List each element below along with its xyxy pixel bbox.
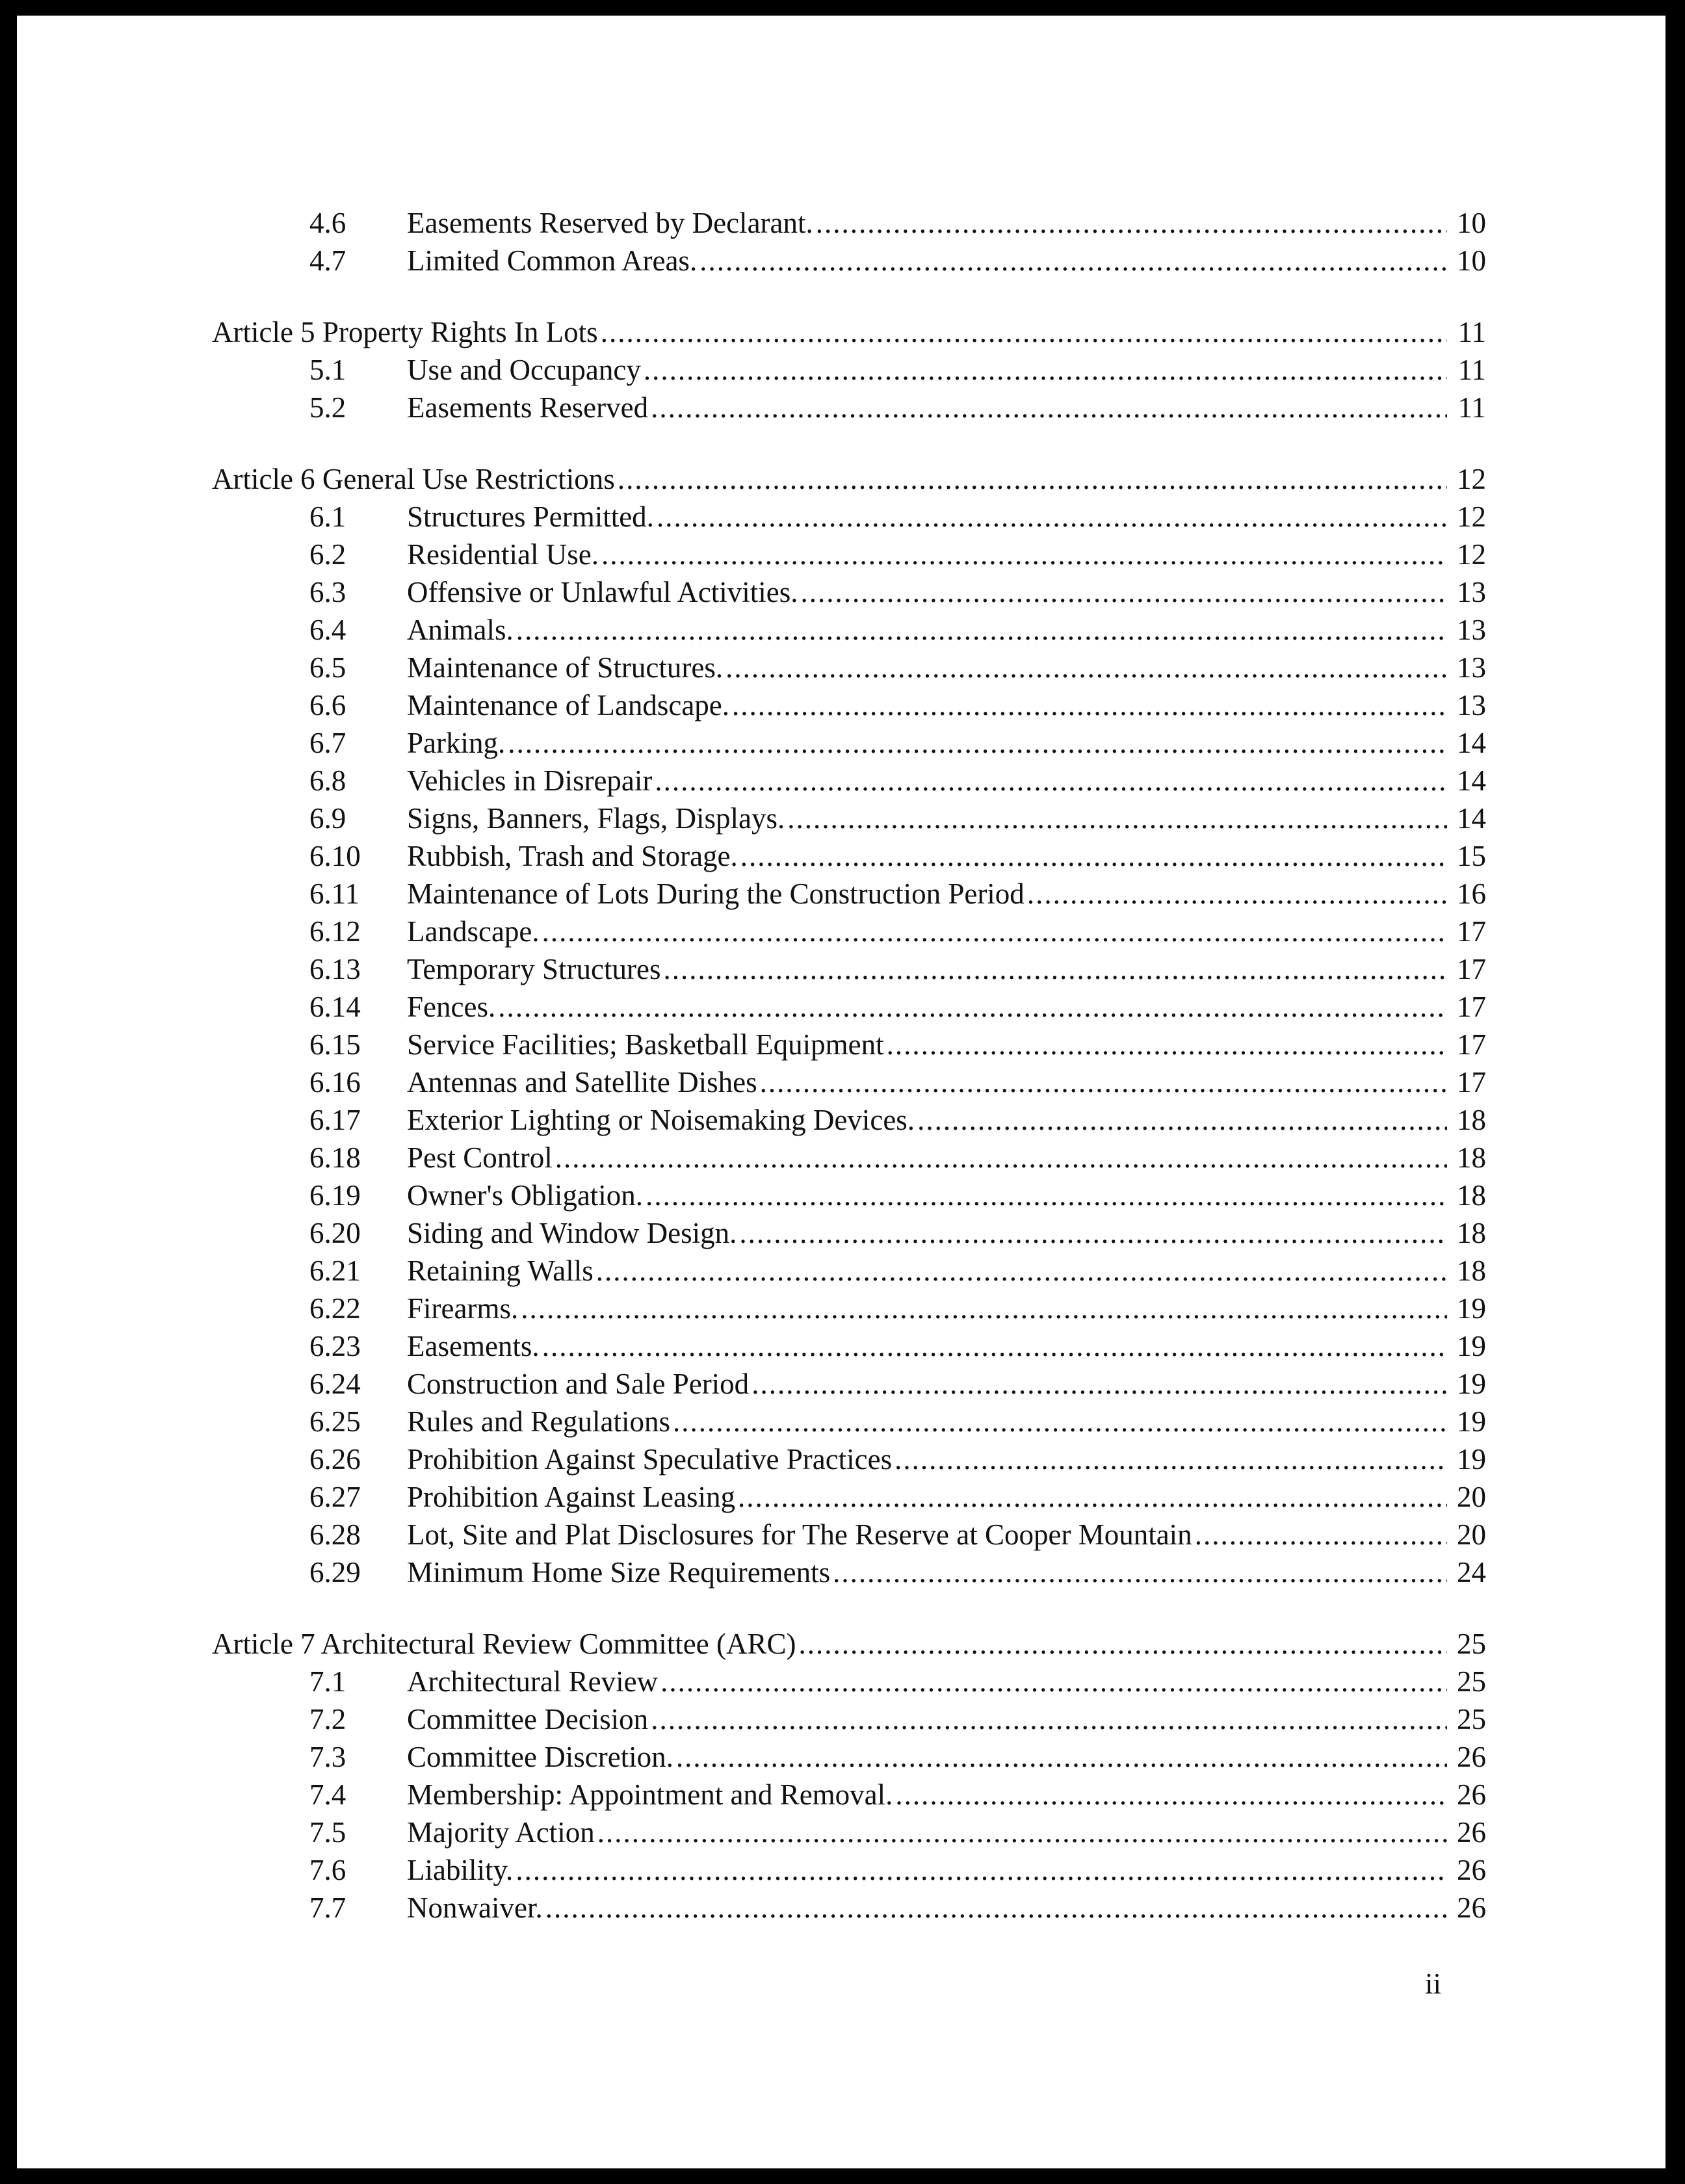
entry-page-number: 18 (1457, 1254, 1486, 1287)
dot-leader (618, 460, 1447, 498)
dot-leader (651, 389, 1447, 426)
dot-leader (738, 1478, 1447, 1516)
toc-section-entry (309, 950, 1486, 988)
toc-section-entry (309, 1365, 1486, 1403)
toc-section-entry (309, 1851, 1486, 1889)
entry-page-number: 20 (1457, 1481, 1486, 1513)
toc-section-entry (309, 1327, 1486, 1365)
entry-title: Prohibition Against Speculative Practices (407, 1443, 893, 1476)
dot-leader (555, 1139, 1447, 1176)
toc-section-entry (309, 204, 1486, 242)
entry-title: Architectural Review (407, 1665, 659, 1698)
entry-title: Nonwaiver. (407, 1892, 543, 1924)
dot-leader (657, 498, 1447, 536)
entry-title: Easements. (407, 1330, 540, 1362)
dot-leader (1195, 1516, 1447, 1554)
toc-section-entry (309, 988, 1486, 1026)
dot-leader (801, 573, 1447, 611)
section-number: 6.2 (309, 538, 346, 571)
section-number: 6.26 (309, 1443, 361, 1476)
entry-title: Limited Common Areas. (407, 244, 698, 277)
dot-leader (739, 1214, 1447, 1252)
entry-title: Rules and Regulations (407, 1405, 670, 1438)
entry-page-number: 18 (1457, 1104, 1486, 1136)
entry-title: Minimum Home Size Requirements (407, 1556, 831, 1589)
section-number: 6.14 (309, 991, 361, 1023)
dot-leader (542, 913, 1447, 950)
entry-page-number: 14 (1457, 764, 1486, 797)
page-number: ii (1425, 1968, 1442, 2000)
dot-leader (673, 1403, 1447, 1440)
toc-section-entry (309, 649, 1486, 686)
toc-section-entry (309, 242, 1486, 280)
toc-section-entry (309, 536, 1486, 573)
dot-leader (740, 837, 1447, 875)
section-number: 7.3 (309, 1741, 346, 1773)
section-number: 6.7 (309, 727, 346, 759)
entry-title: Committee Decision (407, 1703, 649, 1736)
section-number: 6.23 (309, 1330, 361, 1362)
entry-title: Construction and Sale Period (407, 1368, 750, 1400)
toc-section-entry (309, 913, 1486, 950)
entry-page-number: 13 (1457, 651, 1486, 684)
dot-leader (521, 1290, 1447, 1327)
entry-title: Temporary Structures (407, 953, 661, 985)
section-number: 6.27 (309, 1481, 361, 1513)
entry-title: Structures Permitted. (407, 500, 654, 533)
entry-title: Majority Action (407, 1816, 595, 1849)
section-number: 6.8 (309, 764, 346, 797)
entry-title: Article 5 Property Rights In Lots (212, 316, 598, 348)
section-number: 7.4 (309, 1778, 346, 1811)
toc-section-entry (309, 762, 1486, 800)
section-number: 6.18 (309, 1141, 361, 1174)
entry-page-number: 17 (1457, 915, 1486, 948)
entry-title: Prohibition Against Leasing (407, 1481, 735, 1513)
entry-page-number: 19 (1457, 1368, 1486, 1400)
entry-page-number: 26 (1457, 1892, 1486, 1924)
entry-page-number: 14 (1457, 727, 1486, 759)
section-number: 5.2 (309, 391, 346, 424)
entry-page-number: 25 (1457, 1703, 1486, 1736)
entry-page-number: 19 (1457, 1405, 1486, 1438)
section-number: 6.10 (309, 840, 361, 872)
toc-section-entry (309, 875, 1486, 913)
entry-page-number: 17 (1457, 991, 1486, 1023)
entry-title: Owner's Obligation. (407, 1179, 644, 1212)
section-number: 6.9 (309, 802, 346, 835)
entry-page-number: 12 (1457, 463, 1486, 495)
dot-leader (725, 649, 1447, 686)
dot-leader (732, 686, 1447, 724)
entry-page-number: 25 (1457, 1628, 1486, 1660)
entry-page-number: 15 (1457, 840, 1486, 872)
section-number: 6.21 (309, 1254, 361, 1287)
dot-leader (651, 1700, 1447, 1738)
toc-section-entry (309, 686, 1486, 724)
entry-page-number: 10 (1457, 244, 1486, 277)
dot-leader (644, 351, 1447, 389)
dot-leader (660, 1663, 1447, 1700)
dot-leader (751, 1365, 1447, 1403)
dot-leader (596, 1252, 1447, 1290)
toc-section-entry (309, 1214, 1486, 1252)
entry-page-number: 16 (1457, 878, 1486, 910)
section-number: 6.28 (309, 1518, 361, 1551)
toc-article-entry (212, 1625, 1486, 1663)
section-number: 7.6 (309, 1854, 346, 1886)
toc-section-entry (309, 498, 1486, 536)
entry-page-number: 18 (1457, 1179, 1486, 1212)
document-page (17, 16, 1665, 2168)
entry-title: Offensive or Unlawful Activities. (407, 576, 798, 608)
entry-page-number: 10 (1457, 207, 1486, 239)
section-number: 7.7 (309, 1892, 346, 1924)
toc-section-entry (309, 1814, 1486, 1851)
entry-title: Use and Occupancy (407, 354, 641, 386)
dot-leader (516, 611, 1447, 649)
entry-title: Signs, Banners, Flags, Displays. (407, 802, 785, 835)
toc-article-entry (212, 313, 1486, 351)
entry-page-number: 12 (1457, 538, 1486, 571)
entry-page-number: 25 (1457, 1665, 1486, 1698)
toc-section-entry (309, 1026, 1486, 1063)
dot-leader (655, 762, 1447, 800)
toc-section-entry (309, 1554, 1486, 1591)
section-number: 6.11 (309, 878, 360, 910)
entry-page-number: 17 (1457, 1066, 1486, 1098)
entry-page-number: 12 (1457, 500, 1486, 533)
section-number: 7.5 (309, 1816, 346, 1849)
toc-section-entry (309, 1700, 1486, 1738)
entry-page-number: 18 (1457, 1141, 1486, 1174)
section-number: 6.1 (309, 500, 346, 533)
entry-page-number: 26 (1457, 1778, 1486, 1811)
dot-leader (895, 1440, 1447, 1478)
entry-title: Membership: Appointment and Removal. (407, 1778, 893, 1811)
dot-leader (799, 1625, 1447, 1663)
toc-section-entry (309, 389, 1486, 426)
toc-section-entry (309, 724, 1486, 762)
dot-leader (516, 1851, 1447, 1889)
section-number: 6.3 (309, 576, 346, 608)
entry-page-number: 14 (1457, 802, 1486, 835)
entry-title: Retaining Walls (407, 1254, 594, 1287)
dot-leader (646, 1176, 1447, 1214)
entry-page-number: 20 (1457, 1518, 1486, 1551)
entry-page-number: 26 (1457, 1816, 1486, 1849)
entry-title: Pest Control (407, 1141, 553, 1174)
toc-section-entry (309, 1516, 1486, 1554)
toc-section-entry (309, 351, 1486, 389)
entry-page-number: 17 (1457, 953, 1486, 985)
entry-title: Liability. (407, 1854, 514, 1886)
dot-leader (895, 1776, 1447, 1814)
entry-title: Vehicles in Disrepair (407, 764, 653, 797)
entry-title: Easements Reserved by Declarant. (407, 207, 813, 239)
section-number: 6.15 (309, 1028, 361, 1061)
entry-title: Siding and Window Design. (407, 1217, 737, 1249)
dot-leader (760, 1063, 1447, 1101)
entry-page-number: 13 (1457, 576, 1486, 608)
entry-page-number: 18 (1457, 1217, 1486, 1249)
section-number: 7.1 (309, 1665, 346, 1698)
dot-leader (542, 1327, 1447, 1365)
section-number: 6.25 (309, 1405, 361, 1438)
section-number: 6.13 (309, 953, 361, 985)
toc-section-entry (309, 1063, 1486, 1101)
entry-title: Antennas and Satellite Dishes (407, 1066, 757, 1098)
entry-page-number: 26 (1457, 1741, 1486, 1773)
entry-title: Article 7 Architectural Review Committee (ARC) (212, 1628, 796, 1660)
section-number: 6.29 (309, 1556, 361, 1589)
section-number: 6.19 (309, 1179, 361, 1212)
dot-leader (601, 313, 1447, 351)
toc-section-entry (309, 837, 1486, 875)
toc-section-entry (309, 800, 1486, 837)
entry-page-number: 13 (1457, 689, 1486, 722)
dot-leader (787, 800, 1447, 837)
entry-page-number: 13 (1457, 614, 1486, 646)
section-number: 4.7 (309, 244, 346, 277)
section-number: 6.24 (309, 1368, 361, 1400)
toc-article-entry (212, 460, 1486, 498)
toc-section-entry (309, 1440, 1486, 1478)
entry-page-number: 11 (1457, 354, 1486, 386)
dot-leader (833, 1554, 1447, 1591)
entry-page-number: 11 (1457, 316, 1486, 348)
dot-leader (816, 204, 1447, 242)
entry-title: Committee Discretion. (407, 1741, 673, 1773)
entry-title: Maintenance of Landscape. (407, 689, 730, 722)
entry-title: Lot, Site and Plat Disclosures for The Reserve at Cooper Mountain (407, 1518, 1192, 1551)
section-number: 4.6 (309, 207, 346, 239)
section-number: 5.1 (309, 354, 346, 386)
entry-page-number: 24 (1457, 1556, 1486, 1589)
dot-leader (699, 242, 1447, 280)
toc-section-entry (309, 573, 1486, 611)
toc-section-entry (309, 1663, 1486, 1700)
dot-leader (663, 950, 1447, 988)
toc-section-entry (309, 1478, 1486, 1516)
toc-section-entry (309, 1101, 1486, 1139)
dot-leader (676, 1738, 1447, 1776)
toc-section-entry (309, 1776, 1486, 1814)
section-number: 6.6 (309, 689, 346, 722)
entry-page-number: 19 (1457, 1330, 1486, 1362)
entry-title: Maintenance of Lots During the Construction Period (407, 878, 1025, 910)
section-number: 6.12 (309, 915, 361, 948)
entry-page-number: 11 (1457, 391, 1486, 424)
entry-page-number: 19 (1457, 1292, 1486, 1325)
entry-page-number: 26 (1457, 1854, 1486, 1886)
entry-title: Easements Reserved (407, 391, 649, 424)
entry-title: Parking. (407, 727, 506, 759)
section-number: 7.2 (309, 1703, 346, 1736)
toc-section-entry (309, 1889, 1486, 1927)
entry-title: Landscape. (407, 915, 540, 948)
toc-section-entry (309, 1738, 1486, 1776)
section-number: 6.22 (309, 1292, 361, 1325)
entry-title: Firearms. (407, 1292, 519, 1325)
toc-section-entry (309, 1403, 1486, 1440)
toc-section-entry (309, 1139, 1486, 1176)
section-number: 6.16 (309, 1066, 361, 1098)
entry-title: Maintenance of Structures. (407, 651, 724, 684)
dot-leader (508, 724, 1447, 762)
toc-section-entry (309, 611, 1486, 649)
section-number: 6.5 (309, 651, 346, 684)
toc-section-entry (309, 1290, 1486, 1327)
dot-leader (545, 1889, 1447, 1927)
dot-leader (601, 536, 1447, 573)
entry-title: Fences. (407, 991, 496, 1023)
section-number: 6.17 (309, 1104, 361, 1136)
entry-title: Residential Use. (407, 538, 599, 571)
dot-leader (498, 988, 1447, 1026)
dot-leader (917, 1101, 1447, 1139)
entry-title: Article 6 General Use Restrictions (212, 463, 615, 495)
entry-title: Animals. (407, 614, 514, 646)
entry-page-number: 19 (1457, 1443, 1486, 1476)
toc-section-entry (309, 1252, 1486, 1290)
entry-page-number: 17 (1457, 1028, 1486, 1061)
dot-leader (597, 1814, 1447, 1851)
section-number: 6.4 (309, 614, 346, 646)
dot-leader (887, 1026, 1447, 1063)
entry-title: Rubbish, Trash and Storage. (407, 840, 738, 872)
entry-title: Exterior Lighting or Noisemaking Devices. (407, 1104, 915, 1136)
toc-section-entry (309, 1176, 1486, 1214)
section-number: 6.20 (309, 1217, 361, 1249)
entry-title: Service Facilities; Basketball Equipment (407, 1028, 884, 1061)
dot-leader (1027, 875, 1447, 913)
